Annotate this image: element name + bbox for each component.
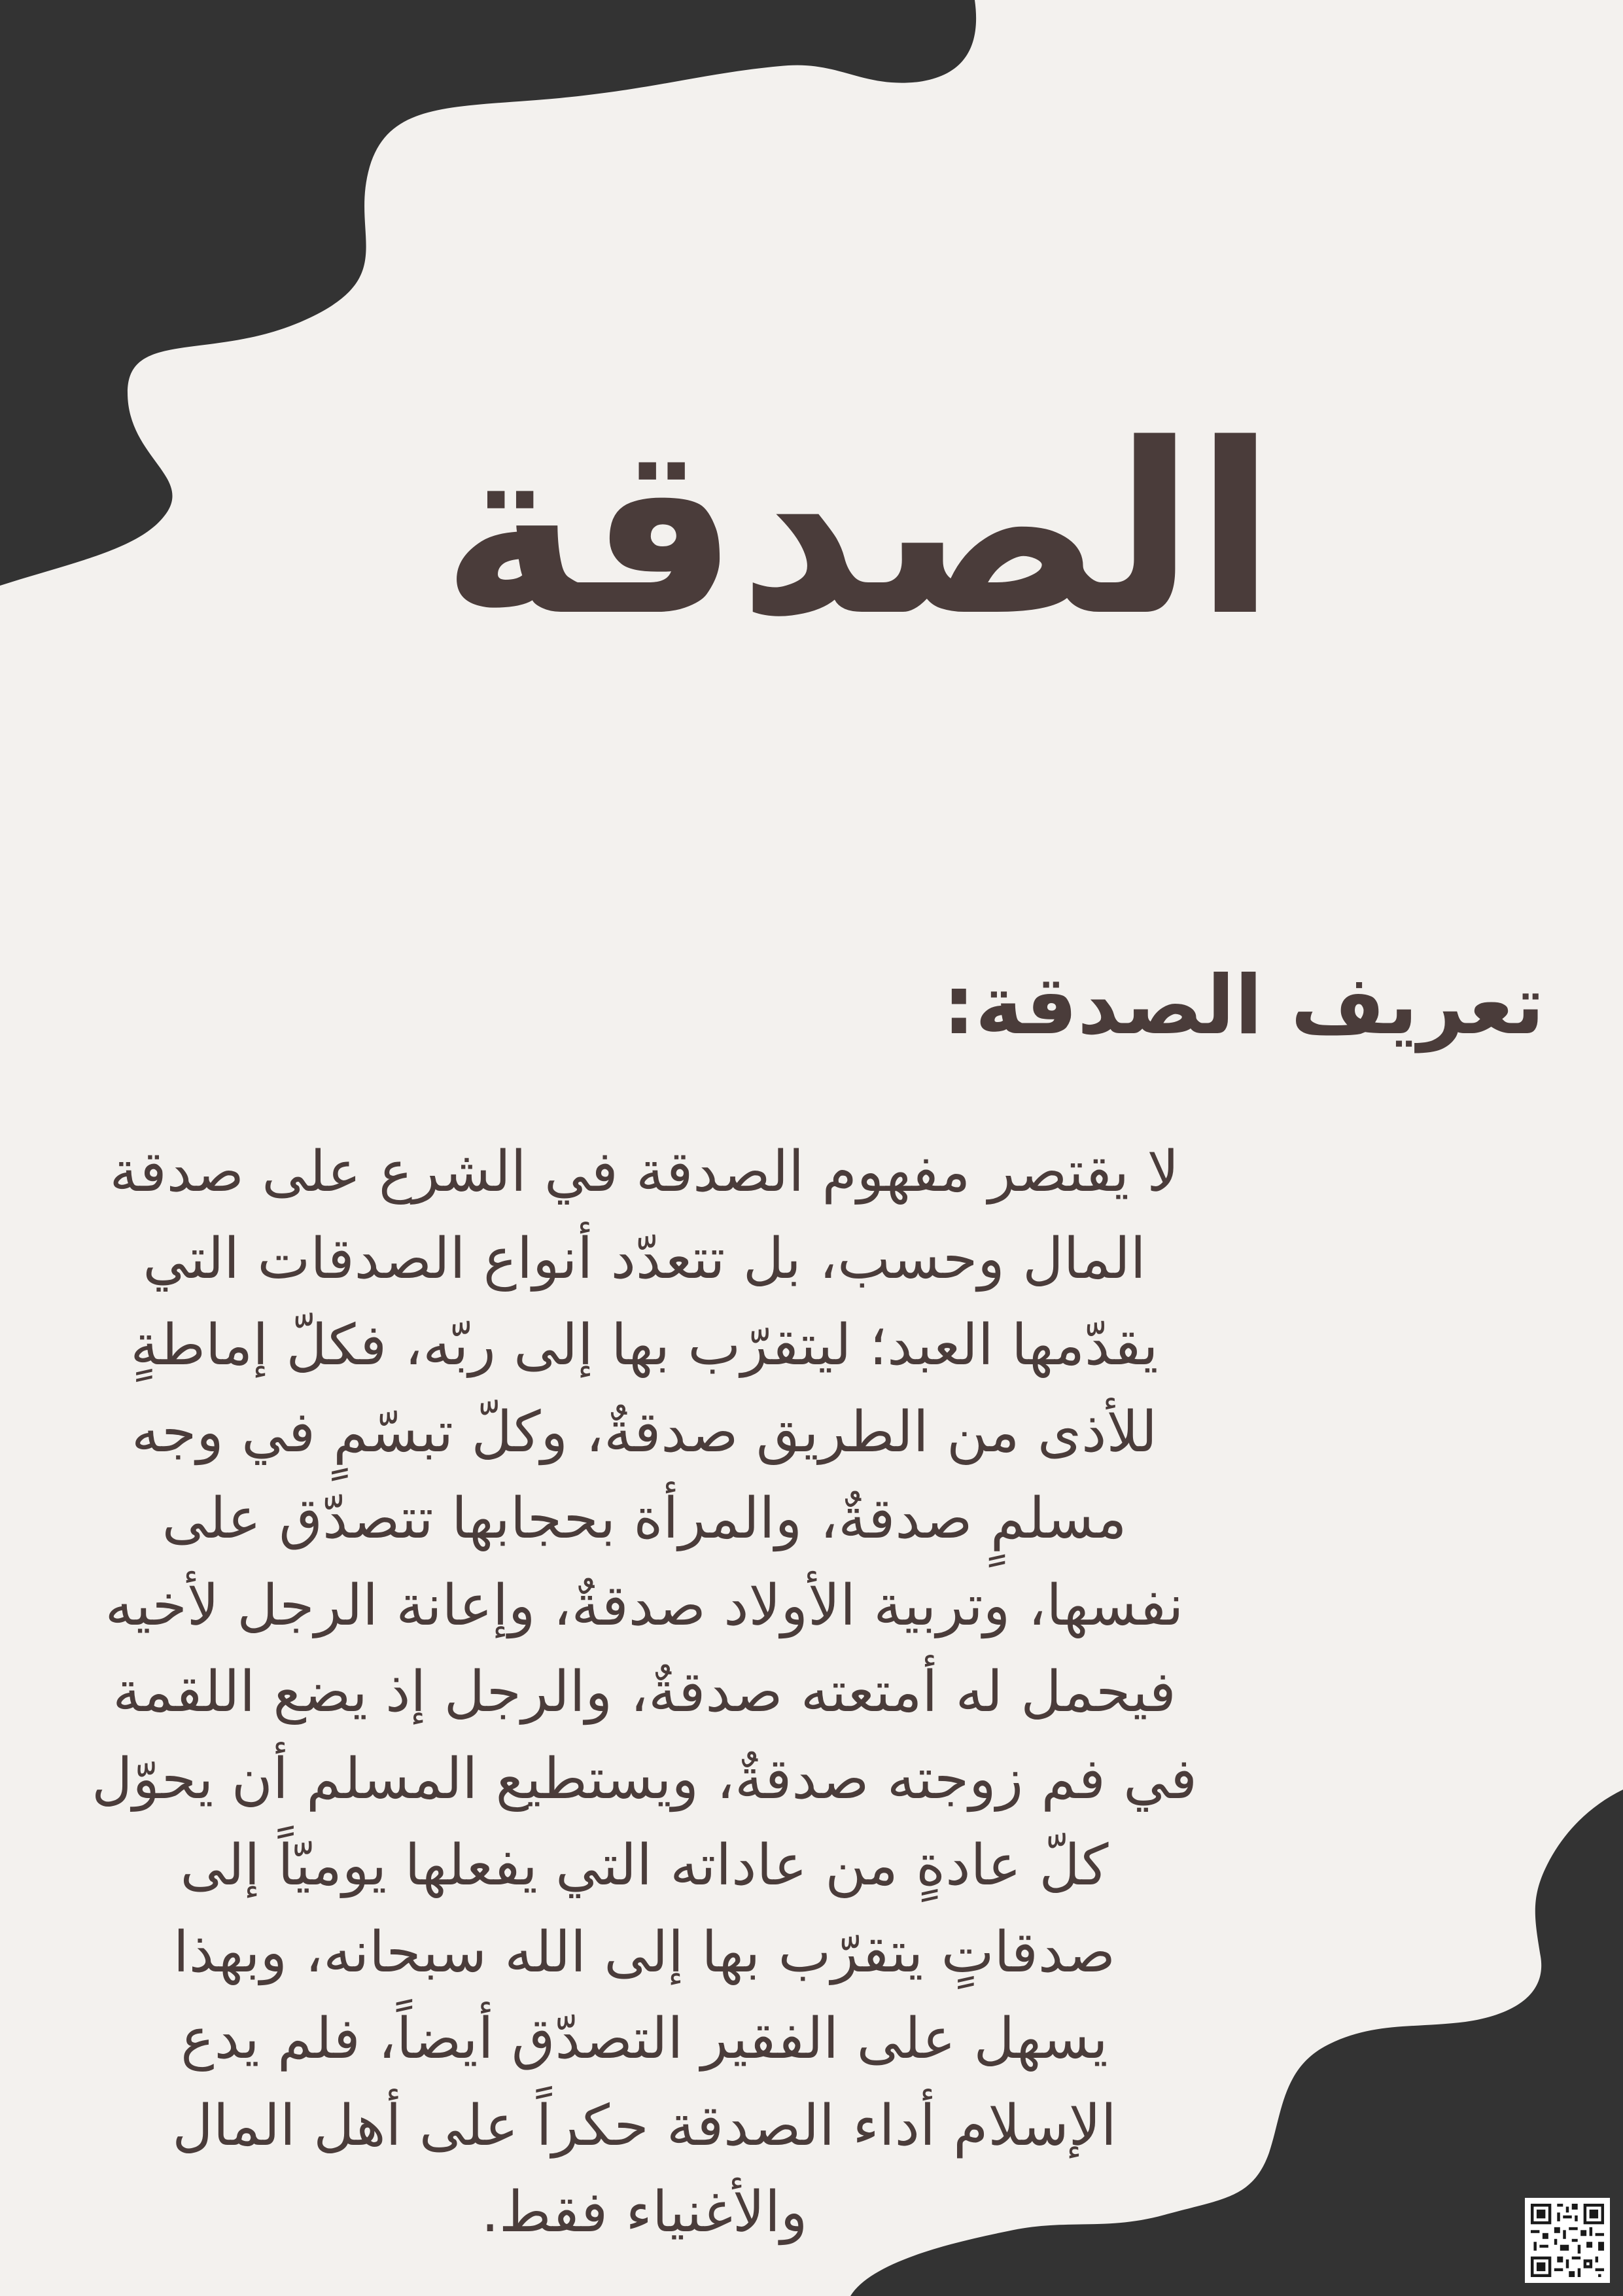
- body-line: كلّ عادةٍ من عاداته التي يفعلها يوميّاً إلى: [180, 1833, 1109, 1898]
- section-heading: تعريف الصدقة:: [943, 958, 1544, 1053]
- body-paragraph: [62, 1129, 1227, 2256]
- body-line: للأذى من الطريق صدقةٌ، وكلّ تبسّمٍ في وجه: [131, 1399, 1157, 1465]
- body-line: مسلمٍ صدقةٌ، والمرأة بحجابها تتصدّق على: [162, 1486, 1127, 1551]
- body-line: لا يقتصر مفهوم الصدقة في الشرع على صدقة: [109, 1139, 1179, 1205]
- body-line: في فم زوجته صدقةٌ، ويستطيع المسلم أن يحوّل: [92, 1746, 1197, 1812]
- body-line: يقدّمها العبد؛ ليتقرّب بها إلى ربّه، فكلّ إماطةٍ: [130, 1313, 1159, 1378]
- body-line: فيحمل له أمتعته صدقةٌ، والرجل إذ يضع اللقمة: [113, 1659, 1176, 1725]
- page-title: الصدقة: [441, 393, 1276, 668]
- body-line: صدقاتٍ يتقرّب بها إلى الله سبحانه، وبهذا: [173, 1919, 1116, 1985]
- body-line: الإسلام أداء الصدقة حكراً على أهل المال: [172, 2093, 1117, 2159]
- body-line: يسهل على الفقير التصدّق أيضاً، فلم يدع: [181, 2006, 1108, 2072]
- body-line: نفسها، وتربية الأولاد صدقةٌ، وإعانة الرجل لأخيه: [105, 1572, 1184, 1638]
- qr-code-icon: [1525, 2198, 1610, 2283]
- body-line: والأغنياء فقط.: [481, 2180, 808, 2245]
- body-line: المال وحسب، بل تتعدّد أنواع الصدقات التي: [143, 1226, 1146, 1292]
